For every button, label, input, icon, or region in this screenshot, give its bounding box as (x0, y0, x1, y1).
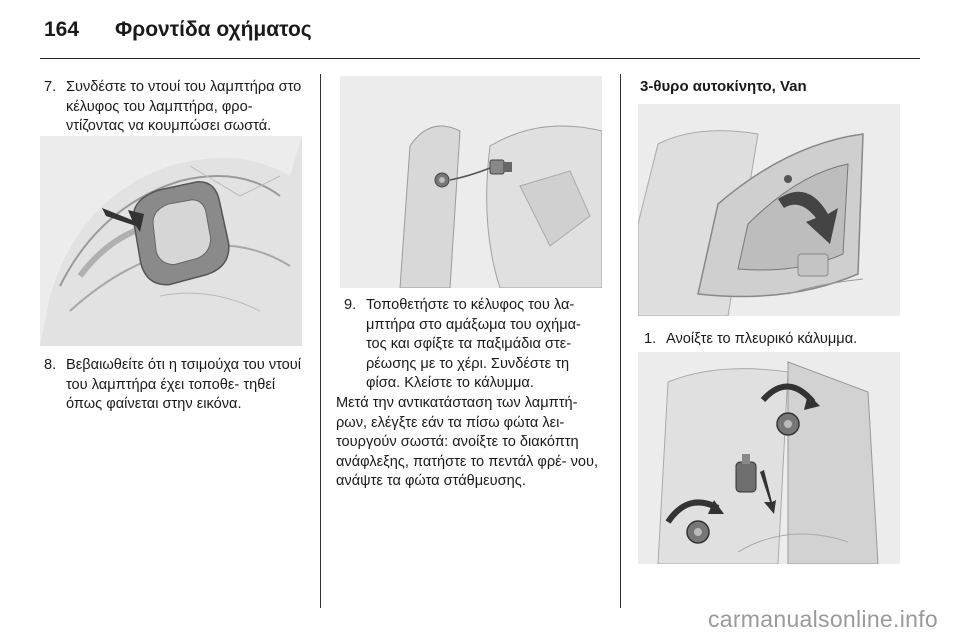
step-9-number: 9. (344, 297, 357, 313)
figure-side-cover-open (638, 104, 900, 316)
column-divider-2 (620, 74, 621, 608)
step-8-text: Βεβαιωθείτε ότι η τσιμούχα του ντουί του λαμπτήρα έχει τοποθε- τηθεί όπως φαίνεται στην εικόνα. (66, 357, 302, 413)
col3-step-1-number: 1. (644, 331, 657, 347)
page-header (0, 0, 960, 60)
step-7 (44, 78, 306, 137)
col3-step-1 (644, 330, 906, 350)
col3-step-1-text: Ανοίξτε το πλευρικό κάλυμμα. (666, 331, 858, 347)
section-heading: 3-θυρο αυτοκίνητο, Van (640, 78, 807, 95)
paragraph-check-lights: Μετά την αντικατάσταση των λαμπτή- ρων, ελέγξτε εάν τα πίσω φώτα λει- τουργούν σωστά: ανοίξτε το διακόπτη ανάφλεξης, πατήστε το πεντάλ φρέ- νου, ανάψτε τα φώτα στάθμευσης. (336, 395, 599, 490)
header-rule (40, 58, 920, 59)
step-8 (44, 356, 306, 415)
figure-lamp-housing-connector (340, 76, 602, 288)
step-9-text: Τοποθετήστε το κέλυφος του λα- μπτήρα στο αμάξωμα του οχήμα- τος και σφίξτε τα παξιμάδια στε- ρέωσης με το χέρι. Συνδέστε τη φίσα. Κλείστε το κάλυμμα. (366, 297, 581, 392)
figure-bulb-nuts-removal (638, 352, 900, 564)
page-title: Φροντίδα οχήματος (115, 18, 312, 41)
page-number: 164 (44, 18, 80, 41)
step-8-number: 8. (44, 357, 57, 373)
watermark: carmanualsonline.info (707, 606, 938, 632)
figure-bulb-holder-seal (40, 136, 302, 346)
step-7-text: Συνδέστε το ντουί του λαμπτήρα στο κέλυφος του λαμπτήρα, φρο- ντίζοντας να κουμπώσει σωστά. (66, 79, 302, 135)
column-divider-1 (320, 74, 321, 608)
step-7-number: 7. (44, 79, 57, 95)
step-9 (344, 296, 604, 394)
